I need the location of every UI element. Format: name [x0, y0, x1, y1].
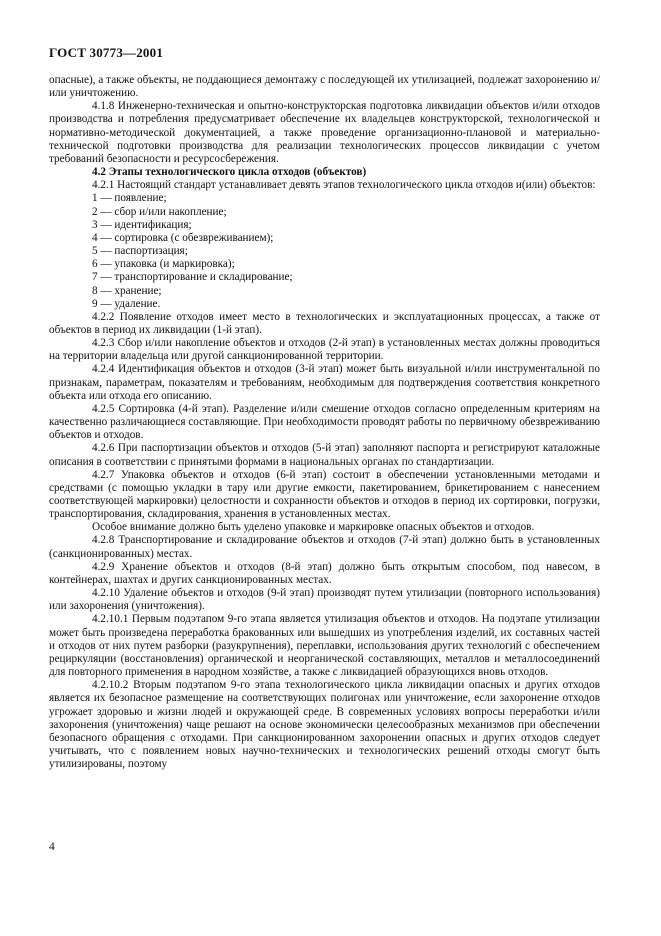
paragraph-4-2-4: 4.2.4 Идентификация объектов и отходов (3-й этап) может быть визуальной и/или инструментальной по признакам, параметрам, показателям и требованиям, необходимым для подтверждения соответствия конкретного объекта или отхода его описанию.: [49, 363, 600, 402]
paragraph-4-2-2: 4.2.2 Появление отходов имеет место в технологических и эксплуатационных процессах, а также от объектов в период их ликвидации (1-й этап).: [49, 310, 600, 336]
paragraph-4-1-8: 4.1.8 Инженерно-техническая и опытно-конструкторская подготовка ликвидации объектов и/или отходов производства и потребления предусматривает обеспечение их владельцев конструкторской, технологической и нормативно-методической документацией, а также проведение организационно-плановой и материально-технической подготовки производства для реализации технологических процессов ликвидации с учетом требований безопасности и ресурсосбережения.: [49, 100, 600, 165]
section-heading-4-2: 4.2 Этапы технологического цикла отходов (объектов): [92, 166, 367, 179]
stages-list: [49, 192, 600, 310]
list-item: 6 — упаковка (и маркировка);: [92, 258, 235, 271]
paragraph-4-2-7: 4.2.7 Упаковка объектов и отходов (6-й этап) состоит в обеспечении установленными методами и средствами (с помощью укладки в тару или другие емкости, пакетированием, брикетированием с нанесением соответствующей маркировки) целостности и сохранности объектов и отходов в период их сортировки, погрузки, транспортирования, складирования, хранения в установленных местах.: [49, 468, 600, 521]
paragraph-4-2-10: 4.2.10 Удаление объектов и отходов (9-й этап) производят путем утилизации (повторного использования) или захоронения (уничтожения).: [49, 587, 600, 613]
list-item: 7 — транспортирование и складирование;: [92, 271, 293, 284]
paragraph-4-2-1: 4.2.1 Настоящий стандарт устанавливает девять этапов технологического цикла отходов и(или) объектов:: [92, 179, 596, 192]
list-item: 4 — сортировка (с обезвреживанием);: [92, 231, 274, 244]
document-header: ГОСТ 30773—2001: [49, 45, 164, 60]
page-number: 4: [49, 841, 55, 853]
list-item: 5 — паспортизация;: [92, 245, 188, 258]
list-item: 2 — сбор и/или накопление;: [92, 205, 227, 218]
paragraph-4-2-9: 4.2.9 Хранение объектов и отходов (8-й этап) должно быть открытым способом, под навесом, в контейнерах, шахтах и других санкционированных местах.: [49, 560, 600, 586]
list-item: 9 — удаление.: [92, 297, 161, 310]
list-item: 3 — идентификация;: [92, 218, 192, 231]
paragraph-packaging-note: Особое внимание должно быть уделено упаковке и маркировке опасных объектов и отходов.: [92, 521, 535, 534]
paragraph-4-2-3: 4.2.3 Сбор и/или накопление объектов и отходов (2-й этап) в установленных местах должны проводиться на территории владельца или другой санкционированной территории.: [49, 337, 600, 363]
paragraph-4-2-10-2: 4.2.10.2 Вторым подэтапом 9-го этапа технологического цикла ликвидации опасных и других отходов является их безопасное размещение на соответствующих полигонах или уничтожение, если захоронение отходов угрожает здоровью и жизни людей и окружающей среде. В современных условиях вопросы переработки и/или захоронения (уничтожения) чаще решают на основе экономически целесообразных механизмов при обеспечении безопасного обращения с отходами. При санкционированном захоронении опасных и других отходов следует учитывать, что с появлением новых научно-технических и технологических решений отходы смогут быть утилизированы, поэтому: [49, 679, 600, 771]
list-item: 8 — хранение;: [92, 284, 162, 297]
list-item: 1 — появление;: [92, 192, 167, 205]
paragraph-4-2-8: 4.2.8 Транспортирование и складирование объектов и отходов (7-й этап) должно быть в установленных (санкционированных) местах.: [49, 534, 600, 560]
paragraph-continuation: опасные), а также объекты, не поддающиеся демонтажу с последующей их утилизацией, подлежат захоронению и/или уничтожению.: [49, 74, 600, 100]
paragraph-4-2-10-1: 4.2.10.1 Первым подэтапом 9-го этапа является утилизация объектов и отходов. На подэтапе утилизации может быть произведена переработка бракованных или вышедших из употребления изделий, их составных частей и отходов от них путем разборки (разукрупнения), переплавки, использования других технологий с обеспечением рециркуляции (восстановления) органической и неорганической составляющих, металлов и металлосоединений для повторного применения в народном хозяйстве, а также с ликвидацией образующихся вновь отходов.: [49, 613, 600, 679]
paragraph-4-2-5: 4.2.5 Сортировка (4-й этап). Разделение и/или смешение отходов согласно определенным критериям на качественно различающиеся составляющие. При необходимости проводят работы по первичному обезвреживанию объектов и отходов.: [49, 402, 600, 442]
document-body: [49, 74, 600, 771]
paragraph-4-2-6: 4.2.6 При паспортизации объектов и отходов (5-й этап) заполняют паспорта и регистрируют каталожные описания в соответствии с принятыми формами в национальных органах по стандартизации.: [49, 442, 600, 468]
